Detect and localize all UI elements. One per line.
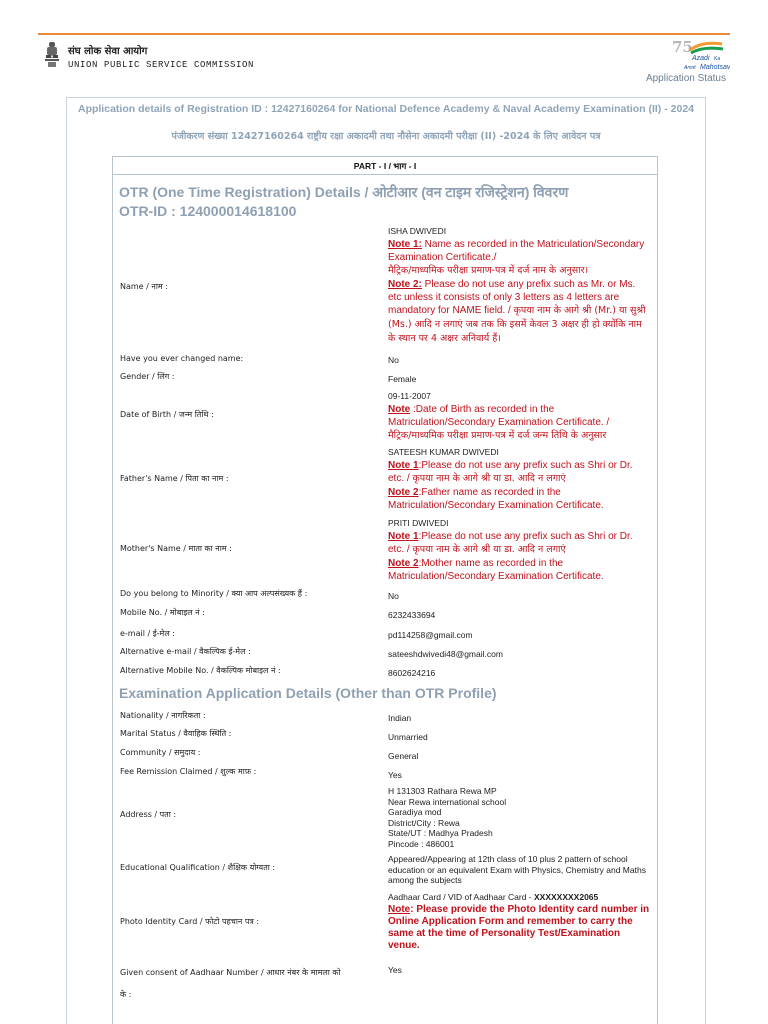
address-value: H 131303 Rathara Rewa MP Near Rewa international school Garadiya mod District/City : Rewa State/UT : Madhya Pradesh Pincode : 486001: [388, 786, 507, 849]
svg-text:Amrit: Amrit: [684, 65, 696, 71]
aadhaar-consent-label: Given consent of Aadhaar Number / आधार नंबर के मामला को के :: [120, 968, 341, 999]
svg-text:Azadi: Azadi: [692, 55, 710, 62]
nationality-label: Nationality / नागरिकता :: [120, 711, 206, 720]
email-value: pd114258@gmail.com: [388, 630, 473, 640]
nationality-value: Indian: [388, 713, 412, 723]
site-header: [42, 38, 732, 88]
alt-mobile-value: 8602624216: [388, 668, 436, 678]
mother-name-block: [388, 518, 650, 583]
mother-note-2: Note 2:Mother name as recorded in the Matriculation/Secondary Examination Certificate.: [388, 557, 604, 582]
svg-text:Ka: Ka: [714, 56, 721, 62]
otr-id: OTR-ID : 124000014618100: [119, 203, 297, 219]
changed-name-value: No: [388, 355, 399, 365]
photo-id-note: Note: Please provide the Photo Identity card number in Online Application Form and remember to carry the same at the time of Personality Test/Examination venue.: [388, 903, 650, 951]
marital-label: Marital Status / वैवाहिक स्थिति :: [120, 729, 232, 738]
name-note-2: Note 2: Please do not use any prefix such as Mr. or Ms. etc unless it consists of only 3 letters as 4 letters are mandatory for NAME field. / कृपया नाम के आगे श्री (Mr.) या सुश्री (Ms.) आदि न लगाएं जब तक कि इसमें केवल 3 अक्षर ही हो क्योंकि नाम के स्थान पर 4 अक्षर अनिवार्य हैं।: [388, 278, 646, 344]
father-name-value: SATEESH KUMAR DWIVEDI: [388, 447, 499, 457]
azadi-ka-amrit-mahotsav-logo: [670, 38, 730, 72]
org-name-english: UNION PUBLIC SERVICE COMMISSION: [68, 60, 255, 70]
alt-email-label: Alternative e-mail / वैकल्पिक ई-मेल :: [120, 647, 251, 656]
community-label: Community / समुदाय :: [120, 748, 201, 757]
mother-name-label: Mother's Name / माता का नाम :: [120, 544, 232, 553]
father-name-label: Father's Name / पिता का नाम :: [120, 474, 229, 483]
brand-block: [68, 43, 254, 70]
gender-value: Female: [388, 374, 417, 384]
dob-value-block: [388, 391, 650, 443]
mobile-value: 6232433694: [388, 610, 436, 620]
minority-label: Do you belong to Minority / क्या आप अल्पसंख्यक हैं :: [120, 589, 308, 598]
fee-value: Yes: [388, 770, 402, 780]
national-emblem-icon: [42, 41, 62, 69]
minority-value: No: [388, 591, 399, 601]
address-label: Address / पता :: [120, 810, 177, 819]
father-note-2: Note 2:Father name as recorded in the Matriculation/Secondary Examination Certificate.: [388, 486, 604, 511]
photo-id-label: Photo Identity Card / फोटो पहचान पत्र :: [120, 917, 260, 926]
name-note-1: Note 1: Name as recorded in the Matriculation/Secondary Examination Certificate./: [388, 238, 645, 263]
org-name-hindi: संघ लोक सेवा आयोग: [68, 46, 148, 57]
name-value-block: [388, 226, 650, 346]
part-one-table: [112, 156, 658, 1024]
header-top-rule: [38, 33, 730, 35]
part-divider: [113, 174, 657, 175]
father-note-1: Note 1:Please do not use any prefix such as Shri or Dr. etc. / कृपया नाम के आगे श्री या डा. आदि न लगाएं: [388, 459, 633, 484]
application-status-link[interactable]: Application Status: [645, 73, 726, 84]
photo-id-block: [388, 892, 650, 952]
dob-note-hindi: मैट्रिक/माध्यमिक परीक्षा प्रमाण-पत्र में दर्ज जन्म तिथि के अनुसार: [388, 429, 607, 441]
dob-note: Note :Date of Birth as recorded in the Matriculation/Secondary Examination Certificate. /: [388, 403, 610, 428]
mobile-label: Mobile No. / मोबाइल नं :: [120, 608, 205, 617]
svg-text:75: 75: [672, 38, 693, 56]
community-value: General: [388, 751, 419, 761]
changed-name-label: Have you ever changed name:: [120, 354, 244, 363]
email-label: e-mail / ई-मेल :: [120, 629, 175, 638]
name-note-1-hindi: मैट्रिक/माध्यमिक परीक्षा प्रमाण-पत्र में दर्ज नाम के अनुसार।: [388, 264, 589, 276]
gender-label: Gender / लिंग :: [120, 372, 175, 381]
page-title-hindi: पंजीकरण संख्या 12427160264 राष्ट्रीय रक्षा अकादमी तथा नौसेना अकादमी परीक्षा (II) -2024 के लिए आवेदन पत्र: [171, 131, 601, 142]
exam-heading: Examination Application Details (Other than OTR Profile): [119, 685, 497, 701]
photo-id-value: Aadhaar Card / VID of Aadhaar Card - XXXXXXXX2065: [388, 892, 599, 902]
page-title-english: Application details of Registration ID : 12427160264 for National Defence Academy & Naval Academy Examination (II) - 2024: [77, 103, 694, 115]
fee-label: Fee Remission Claimed / शुल्क माफ़ :: [120, 767, 257, 776]
marital-value: Unmarried: [388, 732, 428, 742]
alt-email-value: sateeshdwivedi48@gmail.com: [388, 649, 503, 659]
mother-note-1: Note 1:Please do not use any prefix such as Shri or Dr. etc. / कृपया नाम के आगे श्री या डा. आदि न लगाएं: [388, 530, 633, 555]
dob-label: Date of Birth / जन्म तिथि :: [120, 410, 214, 419]
dob-value: 09-11-2007: [388, 391, 431, 401]
name-label: Name / नाम :: [120, 282, 168, 291]
otr-heading: OTR (One Time Registration) Details / ओटीआर (वन टाइम रजिस्ट्रेशन) विवरण: [119, 184, 569, 200]
alt-mobile-label: Alternative Mobile No. / वैकल्पिक मोबाइल नं :: [120, 666, 281, 675]
part-label: PART - I / भाग - I: [353, 161, 417, 171]
education-value: Appeared/Appearing at 12th class of 10 plus 2 pattern of school education or an equivalent Exam with Physics, Chemistry and Maths among the subjects: [388, 854, 646, 885]
svg-text:Mahotsav: Mahotsav: [700, 64, 730, 71]
father-name-block: [388, 447, 650, 512]
aadhaar-consent-value: Yes: [388, 965, 402, 975]
name-value: ISHA DWIVEDI: [388, 226, 447, 236]
education-label: Educational Qualification / शैक्षिक योग्यता :: [120, 863, 276, 872]
mother-name-value: PRITI DWIVEDI: [388, 518, 449, 528]
